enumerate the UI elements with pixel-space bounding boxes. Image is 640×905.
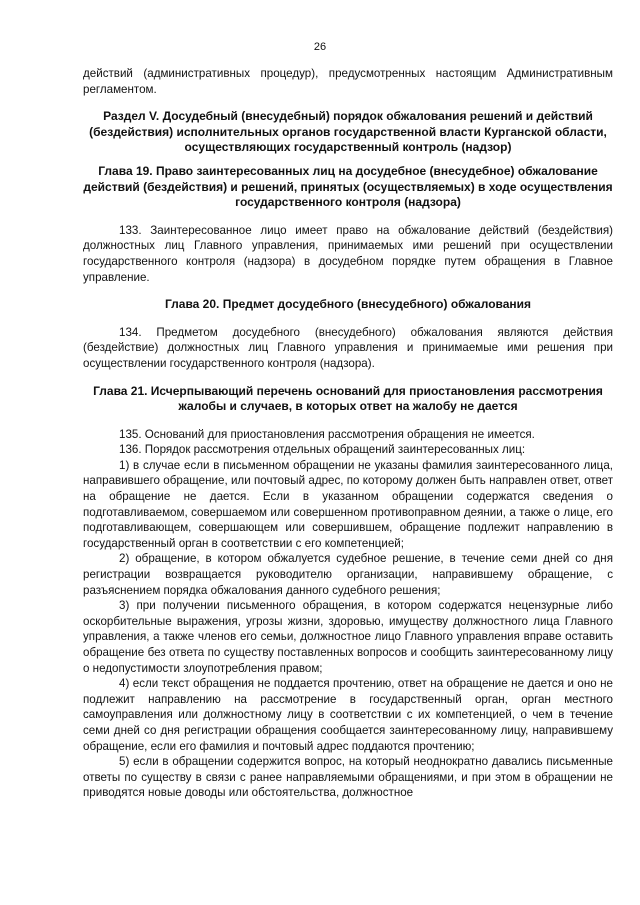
list-item-1: 1) в случае если в письменном обращении не указаны фамилия заинтересованного лица, направившего обращение, или почтовый адрес, по которому должен быть направлен ответ, ответ на обращение не дается. Если в указанном обращении содержатся сведения о подготавливаемом, совершаемом или совершенном противоправном деянии, а также о лице, его подготавливающем, совершающем или совершившем, обращение подлежит направлению в государственный орган в соответствии с его компетенцией; (83, 458, 613, 550)
paragraph-134: 134. Предметом досудебного (внесудебного) обжалования являются действия (бездействие) должностных лиц Главного управления и принимаемые ими решения при осуществлении государственного контроля (надзора). (83, 325, 613, 370)
page-number: 26 (313, 41, 327, 53)
paragraph-135: 135. Оснований для приостановления рассмотрения обращения не имеется. (119, 427, 535, 441)
chapter-21-heading: Глава 21. Исчерпывающий перечень оснований для приостановления рассмотрения жалобы и случаев, в которых ответ на жалобу не дается (93, 383, 603, 414)
list-item-5: 5) если в обращении содержится вопрос, на который неоднократно давались письменные ответы по существу в связи с ранее направляемыми обращениями, и при этом в обращении не приводятся новые доводы или обстоятельства, должностное (83, 755, 613, 800)
list-item-3: 3) при получении письменного обращения, в котором содержатся нецензурные либо оскорбительные выражения, угрозы жизни, здоровью, имуществу должностного лица Главного управления, а также членов его семьи, должностное лицо Главного управления вправе оставить обращение без ответа по существу поставленных вопросов и сообщить заинтересованному лицу о недопустимости злоупотребления правом; (83, 599, 613, 675)
paragraph-136: 136. Порядок рассмотрения отдельных обращений заинтересованных лиц: (119, 443, 526, 457)
chapter-20-heading: Глава 20. Предмет досудебного (внесудебного) обжалования (164, 297, 532, 312)
chapter-19-heading: Глава 19. Право заинтересованных лиц на досудебное (внесудебное) обжалование действий (бездействия) и решений, принятых (осуществляемых) в ходе осуществления государственного контроля (надзора) (83, 163, 613, 210)
document-body (83, 66, 613, 801)
paragraph-133: 133. Заинтересованное лицо имеет право на обжалование действий (бездействия) должностных лиц Главного управления, принимаемых ими решений при осуществлении государственного контроля (надзора) в досудебном порядке путем обращения в Главное управление. (83, 223, 613, 284)
intro-paragraph: действий (административных процедур), предусмотренных настоящим Административным регламентом. (83, 67, 613, 96)
section-5-heading: Раздел V. Досудебный (внесудебный) порядок обжалования решений и действий (бездействия) исполнительных органов государственной власти Курганской области, осуществляющих государственный контроль (надзор) (89, 109, 607, 155)
list-item-2: 2) обращение, в котором обжалуется судебное решение, в течение семи дней со дня регистрации возвращается руководителю организации, направившему обращение, с разъяснением порядка обжалования данного судебного решения; (83, 552, 613, 597)
list-item-4: 4) если текст обращения не поддается прочтению, ответ на обращение не дается и оно не подлежит направлению на рассмотрение в государственный орган, орган местного самоуправления или должностному лицу в соответствии с их компетенцией, о чем в течение семи дней со дня регистрации обращения сообщается заинтересованному лицу, направившему обращение, если его фамилия и почтовый адрес поддаются прочтению; (83, 677, 613, 753)
